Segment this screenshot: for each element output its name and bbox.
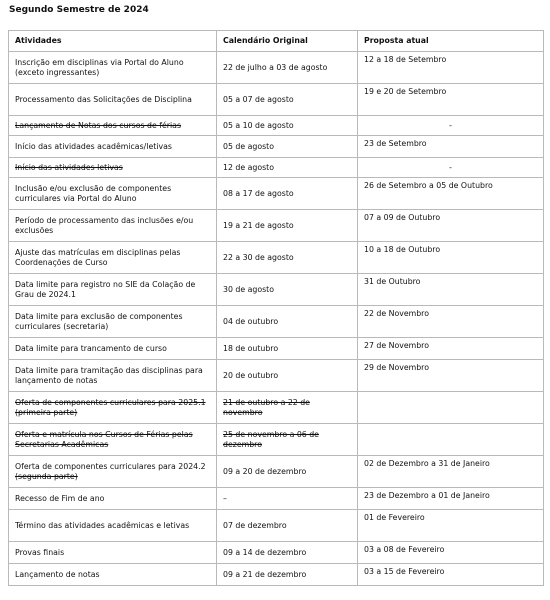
activity-cell — [9, 392, 217, 424]
proposal-date-cell — [358, 158, 544, 178]
activity-text: Oferta de componentes curriculares para 2025.1 (primeira parte) — [15, 398, 206, 417]
activity-cell — [9, 510, 217, 542]
original-date-cell — [217, 158, 358, 178]
original-date-text: 25 de novembro a 06 de dezembro — [223, 430, 319, 449]
proposal-date-cell — [358, 84, 544, 116]
proposal-date-text: 23 de Setembro — [364, 139, 427, 148]
activity-text: Início das atividades acadêmicas/letivas — [15, 141, 172, 151]
proposal-date-cell — [358, 274, 544, 306]
proposal-date-cell — [358, 116, 544, 136]
original-date-text: 18 de outubro — [223, 343, 279, 353]
proposal-date-text: 27 de Novembro — [364, 341, 429, 350]
calendar-table — [8, 30, 544, 586]
original-date-text: 12 de agosto — [223, 162, 275, 172]
original-date-text: 08 a 17 de agosto — [223, 188, 294, 198]
original-date-cell — [217, 392, 358, 424]
table-row — [9, 392, 544, 424]
table-row — [9, 306, 544, 338]
activity-cell — [9, 488, 217, 510]
table-row — [9, 52, 544, 84]
original-date-cell — [217, 242, 358, 274]
proposal-date-cell — [358, 306, 544, 338]
proposal-date-cell — [358, 488, 544, 510]
proposal-date-text: 22 de Novembro — [364, 309, 429, 318]
activity-cell — [9, 274, 217, 306]
proposal-date-cell — [358, 392, 544, 424]
proposal-date-text: 23 de Dezembro a 01 de Janeiro — [364, 491, 490, 500]
activity-cell — [9, 158, 217, 178]
original-date-text: 22 a 30 de agosto — [223, 252, 294, 262]
activity-text: Data limite para trancamento de curso — [15, 343, 167, 353]
original-date-cell — [217, 510, 358, 542]
activity-text: Início das atividades letivas — [15, 162, 123, 172]
proposal-date-cell — [358, 360, 544, 392]
original-date-cell — [217, 564, 358, 586]
original-date-text: 04 de outubro — [223, 316, 279, 326]
original-date-text: 05 de agosto — [223, 141, 275, 151]
table-row — [9, 542, 544, 564]
original-date-text: 22 de julho a 03 de agosto — [223, 62, 328, 72]
original-date-cell — [217, 338, 358, 360]
activity-text: Inscrição em disciplinas via Portal do Aluno (exceto ingressantes) — [15, 58, 184, 77]
activity-text: Data limite para registro no SIE da Colação de Grau de 2024.1 — [15, 280, 196, 299]
original-date-text: 09 a 21 de dezembro — [223, 569, 307, 579]
page-heading: Segundo Semestre de 2024 — [9, 5, 149, 15]
original-date-text: 05 a 07 de agosto — [223, 94, 294, 104]
activity-cell — [9, 456, 217, 488]
table-row — [9, 338, 544, 360]
original-date-cell — [217, 116, 358, 136]
original-date-text: 05 a 10 de agosto — [223, 120, 294, 130]
activity-cell — [9, 84, 217, 116]
table-row — [9, 84, 544, 116]
activity-text: Lançamento de Notas dos cursos de férias — [15, 120, 182, 130]
original-date-cell — [217, 52, 358, 84]
activity-text: Oferta e matrícula nos Cursos de Férias pelas Secretarias Acadêmicas — [15, 430, 193, 449]
proposal-date-text: 26 de Setembro a 05 de Outubro — [364, 181, 493, 190]
table-row — [9, 116, 544, 136]
original-date-cell — [217, 488, 358, 510]
activity-cell — [9, 242, 217, 274]
activity-cell — [9, 136, 217, 158]
proposal-date-text: - — [449, 120, 452, 130]
activity-text: Processamento das Solicitações de Disciplina — [15, 94, 192, 104]
proposal-date-text: 29 de Novembro — [364, 363, 429, 372]
original-date-cell — [217, 360, 358, 392]
activity-cell — [9, 564, 217, 586]
activity-text: Recesso de Fim de ano — [15, 493, 105, 503]
table-row — [9, 136, 544, 158]
proposal-date-cell — [358, 424, 544, 456]
original-date-cell — [217, 210, 358, 242]
original-date-text: 09 a 14 de dezembro — [223, 547, 307, 557]
original-date-cell — [217, 306, 358, 338]
activity-text: Término das atividades acadêmicas e letivas — [15, 520, 190, 530]
column-header-original: Calendário Original — [217, 31, 358, 52]
table-row — [9, 242, 544, 274]
proposal-date-text: 31 de Outubro — [364, 277, 421, 286]
original-date-text: 20 de outubro — [223, 370, 279, 380]
activity-cell — [9, 178, 217, 210]
proposal-date-cell — [358, 242, 544, 274]
original-date-text: 07 de dezembro — [223, 520, 287, 530]
proposal-date-cell — [358, 178, 544, 210]
table-row — [9, 510, 544, 542]
proposal-date-text: 07 a 09 de Outubro — [364, 213, 441, 222]
activity-text: Inclusão e/ou exclusão de componentes curriculares via Portal do Aluno — [15, 184, 172, 203]
table-row — [9, 360, 544, 392]
proposal-date-text: 01 de Fevereiro — [364, 513, 425, 522]
table-row — [9, 488, 544, 510]
original-date-text: 19 a 21 de agosto — [223, 220, 294, 230]
proposal-date-cell — [358, 564, 544, 586]
proposal-date-text: 12 a 18 de Setembro — [364, 55, 447, 64]
activity-cell — [9, 542, 217, 564]
table-row — [9, 158, 544, 178]
original-date-cell — [217, 84, 358, 116]
proposal-date-cell — [358, 136, 544, 158]
activity-cell — [9, 210, 217, 242]
original-date-text: 09 a 20 de dezembro — [223, 466, 307, 476]
activity-cell — [9, 52, 217, 84]
proposal-date-text: 19 e 20 de Setembro — [364, 87, 447, 96]
table-row — [9, 564, 544, 586]
table-header-row — [9, 31, 544, 52]
proposal-date-cell — [358, 52, 544, 84]
activity-text: Ajuste das matrículas em disciplinas pelas Coordenações de Curso — [15, 248, 181, 267]
proposal-date-text: 10 a 18 de Outubro — [364, 245, 441, 254]
table-row — [9, 424, 544, 456]
activity-cell — [9, 306, 217, 338]
activity-cell — [9, 424, 217, 456]
activity-text: Data limite para exclusão de componentes curriculares (secretaria) — [15, 312, 183, 331]
original-date-cell — [217, 542, 358, 564]
proposal-date-cell — [358, 542, 544, 564]
table-body — [9, 52, 544, 586]
activity-cell — [9, 338, 217, 360]
activity-text: Provas finais — [15, 547, 65, 557]
original-date-text: 21 de outubro a 22 de novembro — [223, 398, 310, 417]
proposal-date-cell — [358, 210, 544, 242]
table-row — [9, 274, 544, 306]
table-row — [9, 178, 544, 210]
original-date-text: – — [223, 493, 227, 503]
original-date-cell — [217, 456, 358, 488]
proposal-date-text: - — [449, 162, 452, 172]
activity-text: Período de processamento das inclusões e/ou exclusões — [15, 216, 194, 235]
proposal-date-cell — [358, 338, 544, 360]
activity-struck-text: (segunda parte) — [15, 471, 78, 481]
table-row — [9, 210, 544, 242]
original-date-cell — [217, 178, 358, 210]
activity-text: Lançamento de notas — [15, 569, 100, 579]
table-row — [9, 456, 544, 488]
activity-cell — [9, 116, 217, 136]
original-date-text: 30 de agosto — [223, 284, 275, 294]
proposal-date-text: 03 a 15 de Fevereiro — [364, 567, 445, 576]
original-date-cell — [217, 274, 358, 306]
activity-text: Data limite para tramitação das disciplinas para lançamento de notas — [15, 366, 203, 385]
proposal-date-cell — [358, 456, 544, 488]
original-date-cell — [217, 424, 358, 456]
proposal-date-text: 03 a 08 de Fevereiro — [364, 545, 445, 554]
column-header-proposal: Proposta atual — [358, 31, 544, 52]
column-header-activities: Atividades — [9, 31, 217, 52]
activity-cell — [9, 360, 217, 392]
proposal-date-cell — [358, 510, 544, 542]
original-date-cell — [217, 136, 358, 158]
activity-text: Oferta de componentes curriculares para 2024.2 — [15, 462, 206, 471]
proposal-date-text: 02 de Dezembro a 31 de Janeiro — [364, 459, 490, 468]
